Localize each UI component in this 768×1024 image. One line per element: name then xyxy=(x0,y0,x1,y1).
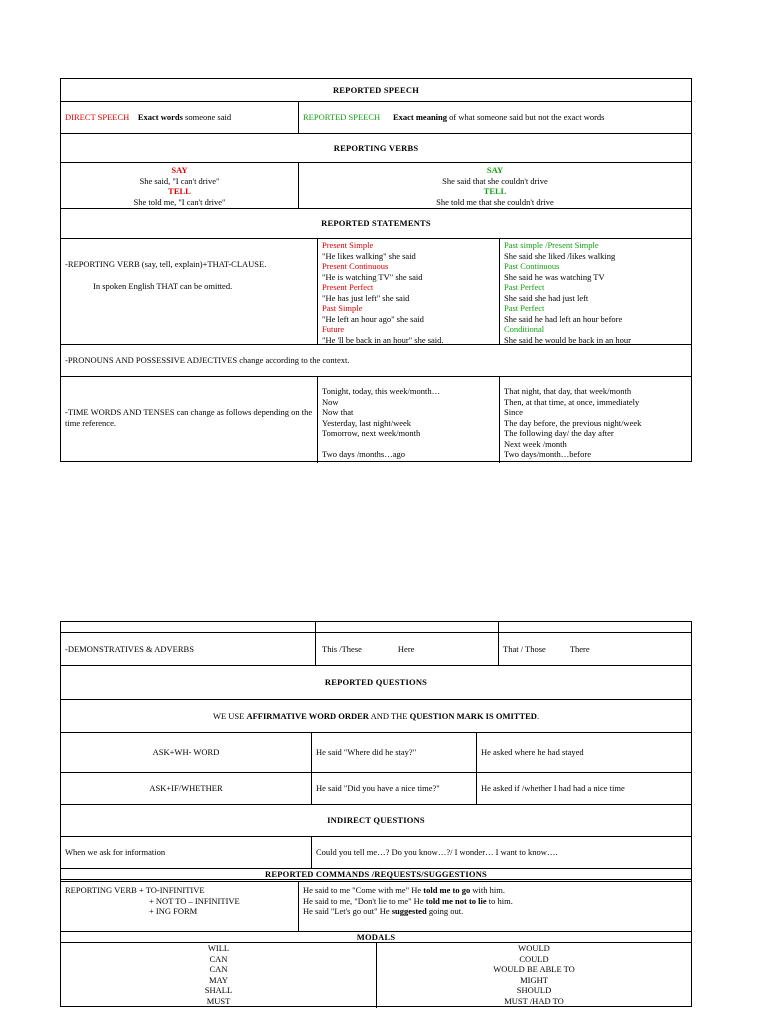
rule-part: AND THE xyxy=(368,710,410,721)
tense-reported-label: Past simple /Present Simple xyxy=(504,240,599,250)
commands-rule-line: + ING FORM xyxy=(149,906,198,916)
time-direct-item xyxy=(322,439,499,450)
direct-speech-definition xyxy=(65,102,297,133)
tense-reported-label: Conditional xyxy=(504,324,545,334)
example-part: going out. xyxy=(426,906,464,916)
modal-reported: WOULD xyxy=(518,943,550,953)
modals-row xyxy=(61,942,691,1008)
time-words-rule: -TIME WORDS AND TENSES can change as follows depending on the time reference. xyxy=(65,407,313,428)
modal-direct: CAN xyxy=(209,953,228,964)
modal-reported: WOULD BE ABLE TO xyxy=(493,964,575,974)
example-emphasis: told me not to lie xyxy=(425,895,487,906)
commands-examples xyxy=(298,882,691,931)
tense-reported-example: She said she liked /likes walking xyxy=(504,250,616,261)
demonstratives-label: -DEMONSTRATIVES & ADVERBS xyxy=(65,643,194,654)
commands-row xyxy=(61,881,691,931)
reported-questions-header-row xyxy=(61,665,691,699)
modals-header-row xyxy=(61,931,691,942)
indirect-questions-row xyxy=(61,836,691,868)
time-direct-item: Now xyxy=(322,396,339,407)
modal-direct: MAY xyxy=(208,974,229,985)
tense-direct-label: Present Perfect xyxy=(322,282,374,292)
commands-rule-line: REPORTING VERB + TO-INFINITIVE xyxy=(65,885,205,895)
example-emphasis: suggested xyxy=(391,906,427,916)
example-part: He said to me, "Don't lie to me" He xyxy=(303,895,426,906)
tense-reported-example: She said he would be back in an hour xyxy=(504,334,631,345)
commands-rule xyxy=(65,882,297,931)
time-direct-item: Now that xyxy=(322,407,354,417)
modal-direct: WILL xyxy=(207,943,230,953)
modals-direct xyxy=(61,943,376,1008)
divider xyxy=(498,622,499,632)
time-reported-item: Next week /month xyxy=(504,438,567,449)
example-part: He said "Let's go out" He xyxy=(303,906,392,916)
table-title: REPORTED SPEECH xyxy=(332,84,420,95)
word-order-rule-row xyxy=(61,699,691,732)
tell-label-reported: TELL xyxy=(483,186,507,196)
modal-reported: COULD xyxy=(519,953,549,964)
tense-reported-column xyxy=(499,239,691,344)
ask-wh-label: ASK+WH- WORD xyxy=(152,747,220,758)
say-tell-reported xyxy=(298,163,691,208)
definitions-row xyxy=(61,101,691,133)
reported-speech-bold: Exact meaning xyxy=(392,112,448,123)
time-reported-item: The day before, the previous night/week xyxy=(504,417,642,428)
time-reported-column xyxy=(499,377,691,463)
demonstratives-direct xyxy=(315,633,498,665)
modal-direct: CAN xyxy=(209,964,228,974)
ask-wh-row xyxy=(61,732,691,772)
tense-direct-example: "He left an hour ago" she said xyxy=(322,313,424,324)
ask-if-direct: He said "Did you have a nice time?" xyxy=(311,773,476,804)
adverb-there: There xyxy=(569,643,590,654)
pronouns-row xyxy=(61,344,691,376)
indirect-questions-label: When we ask for information xyxy=(65,847,166,858)
command-example xyxy=(303,896,691,907)
say-example-reported: She said that she couldn't drive xyxy=(442,175,548,186)
commands-header: REPORTED COMMANDS /REQUESTS/SUGGESTIONS xyxy=(265,868,487,879)
reported-statements-header: REPORTED STATEMENTS xyxy=(321,218,431,229)
direct-speech-bold: Exact words xyxy=(137,112,183,123)
time-reported-item: The following day/ the day after xyxy=(504,428,614,438)
time-direct-column xyxy=(317,377,499,463)
reporting-verbs-header-row xyxy=(61,133,691,162)
divider xyxy=(315,622,316,632)
tell-example-direct: She told me, "I can't drive" xyxy=(133,196,226,207)
time-words-row xyxy=(61,376,691,463)
time-reported-item: Then, at that time, at once, immediately xyxy=(504,396,640,407)
reported-speech-table xyxy=(60,78,692,462)
word-order-rule xyxy=(61,700,691,732)
adverb-here: Here xyxy=(397,643,415,654)
tense-direct-label: Future xyxy=(322,324,345,334)
direct-speech-label: DIRECT SPEECH xyxy=(65,112,130,123)
time-reported-item: That night, that day, that week/month xyxy=(504,386,632,396)
time-reported-item: Since xyxy=(504,407,523,417)
commands-header-row xyxy=(61,868,691,880)
direct-speech-rest: someone said xyxy=(182,112,232,123)
reporting-verbs-header: REPORTING VERBS xyxy=(333,142,419,153)
ask-if-row xyxy=(61,772,691,804)
say-label-direct: SAY xyxy=(171,165,188,175)
title-row xyxy=(61,79,691,101)
reported-questions-table xyxy=(60,621,692,1007)
time-direct-item: Two days /months…ago xyxy=(322,449,405,459)
statements-rule-2: In spoken English THAT can be omitted. xyxy=(93,280,233,291)
reported-speech-rest: of what someone said but not the exact words xyxy=(447,112,605,123)
demonstratives-reported xyxy=(498,633,691,665)
statements-rule xyxy=(65,239,315,344)
tense-reported-label: Past Continuous xyxy=(504,261,560,271)
example-part: with him. xyxy=(470,885,505,895)
indirect-questions-header-row xyxy=(61,804,691,836)
modal-reported: MUST /HAD TO xyxy=(504,995,564,1006)
indirect-questions-header: INDIRECT QUESTIONS xyxy=(327,815,425,826)
command-example xyxy=(303,885,691,896)
time-reported-item: Two days/month…before xyxy=(504,449,591,459)
pronouns-rule: -PRONOUNS AND POSSESSIVE ADJECTIVES change according to the context. xyxy=(65,355,350,366)
tense-direct-column xyxy=(317,239,499,344)
time-direct-item: Yesterday, last night/week xyxy=(322,417,412,428)
reported-speech-definition xyxy=(298,102,691,133)
tense-reported-label: Past Perfect xyxy=(504,303,545,313)
say-tell-row xyxy=(61,162,691,208)
statements-rule-1: -REPORTING VERB (say, tell, explain)+THAT-CLAUSE. xyxy=(65,259,267,269)
tense-reported-example: She said she had just left xyxy=(504,292,589,303)
tenses-row xyxy=(61,238,691,344)
tense-reported-example: She said he was watching TV xyxy=(504,271,605,282)
tense-direct-example: "He 'll be back in an hour" she said. xyxy=(322,334,444,345)
modal-direct: MUST xyxy=(206,995,231,1006)
demonstratives-row xyxy=(61,632,691,665)
modal-direct: SHALL xyxy=(204,985,233,995)
time-direct-item: Tomorrow, next week/month xyxy=(322,428,421,438)
example-part: He said to me "Come with me" He xyxy=(303,885,424,895)
ask-wh-reported: He asked where he had stayed xyxy=(476,733,691,772)
example-emphasis: told me to go xyxy=(423,885,471,895)
tense-direct-example: "He has just left" she said xyxy=(322,292,410,303)
indirect-questions-examples: Could you tell me…? Do you know…?/ I wonder… I want to know…. xyxy=(311,837,691,868)
ask-wh-direct: He said "Where did he stay?" xyxy=(311,733,476,772)
tense-direct-example: "He is watching TV" she said xyxy=(322,271,423,282)
tense-direct-example: "He likes walking" she said xyxy=(322,250,416,261)
tell-example-reported: She told me that she couldn't drive xyxy=(436,196,554,207)
ask-if-reported: He asked if /whether I had had a nice time xyxy=(476,773,691,804)
example-part: to him. xyxy=(486,895,513,906)
tense-direct-label: Present Continuous xyxy=(322,261,389,271)
reported-speech-label: REPORTED SPEECH xyxy=(303,112,381,123)
blank-top-row xyxy=(61,622,691,632)
tense-direct-label: Present Simple xyxy=(322,240,374,250)
say-example-direct: She said, "I can't drive" xyxy=(139,175,220,186)
say-tell-direct xyxy=(61,163,298,208)
say-label-reported: SAY xyxy=(486,165,504,175)
ask-if-label: ASK+IF/WHETHER xyxy=(149,783,223,794)
tell-label-direct: TELL xyxy=(168,186,191,196)
time-direct-item: Tonight, today, this week/month… xyxy=(322,386,441,396)
modal-reported: MIGHT xyxy=(520,974,548,985)
rule-part: WE USE xyxy=(212,710,247,721)
rule-part: . xyxy=(536,710,540,721)
tense-direct-label: Past Simple xyxy=(322,303,363,313)
reported-statements-header-row xyxy=(61,208,691,238)
commands-rule-line: + NOT TO – INFINITIVE xyxy=(149,895,240,906)
demonstrative-this: This /These xyxy=(322,643,362,654)
tense-reported-label: Past Perfect xyxy=(504,282,545,292)
rule-emphasis: QUESTION MARK IS OMITTED xyxy=(409,710,537,721)
modals-header: MODALS xyxy=(356,932,396,942)
reported-questions-header: REPORTED QUESTIONS xyxy=(324,677,428,688)
modals-reported xyxy=(376,943,691,1008)
modal-reported: SHOULD xyxy=(516,985,552,995)
tense-reported-example: She said he had left an hour before xyxy=(504,313,623,324)
rule-emphasis: AFFIRMATIVE WORD ORDER xyxy=(246,710,369,721)
demonstrative-that: That / Those xyxy=(503,643,546,654)
command-example xyxy=(303,906,691,917)
